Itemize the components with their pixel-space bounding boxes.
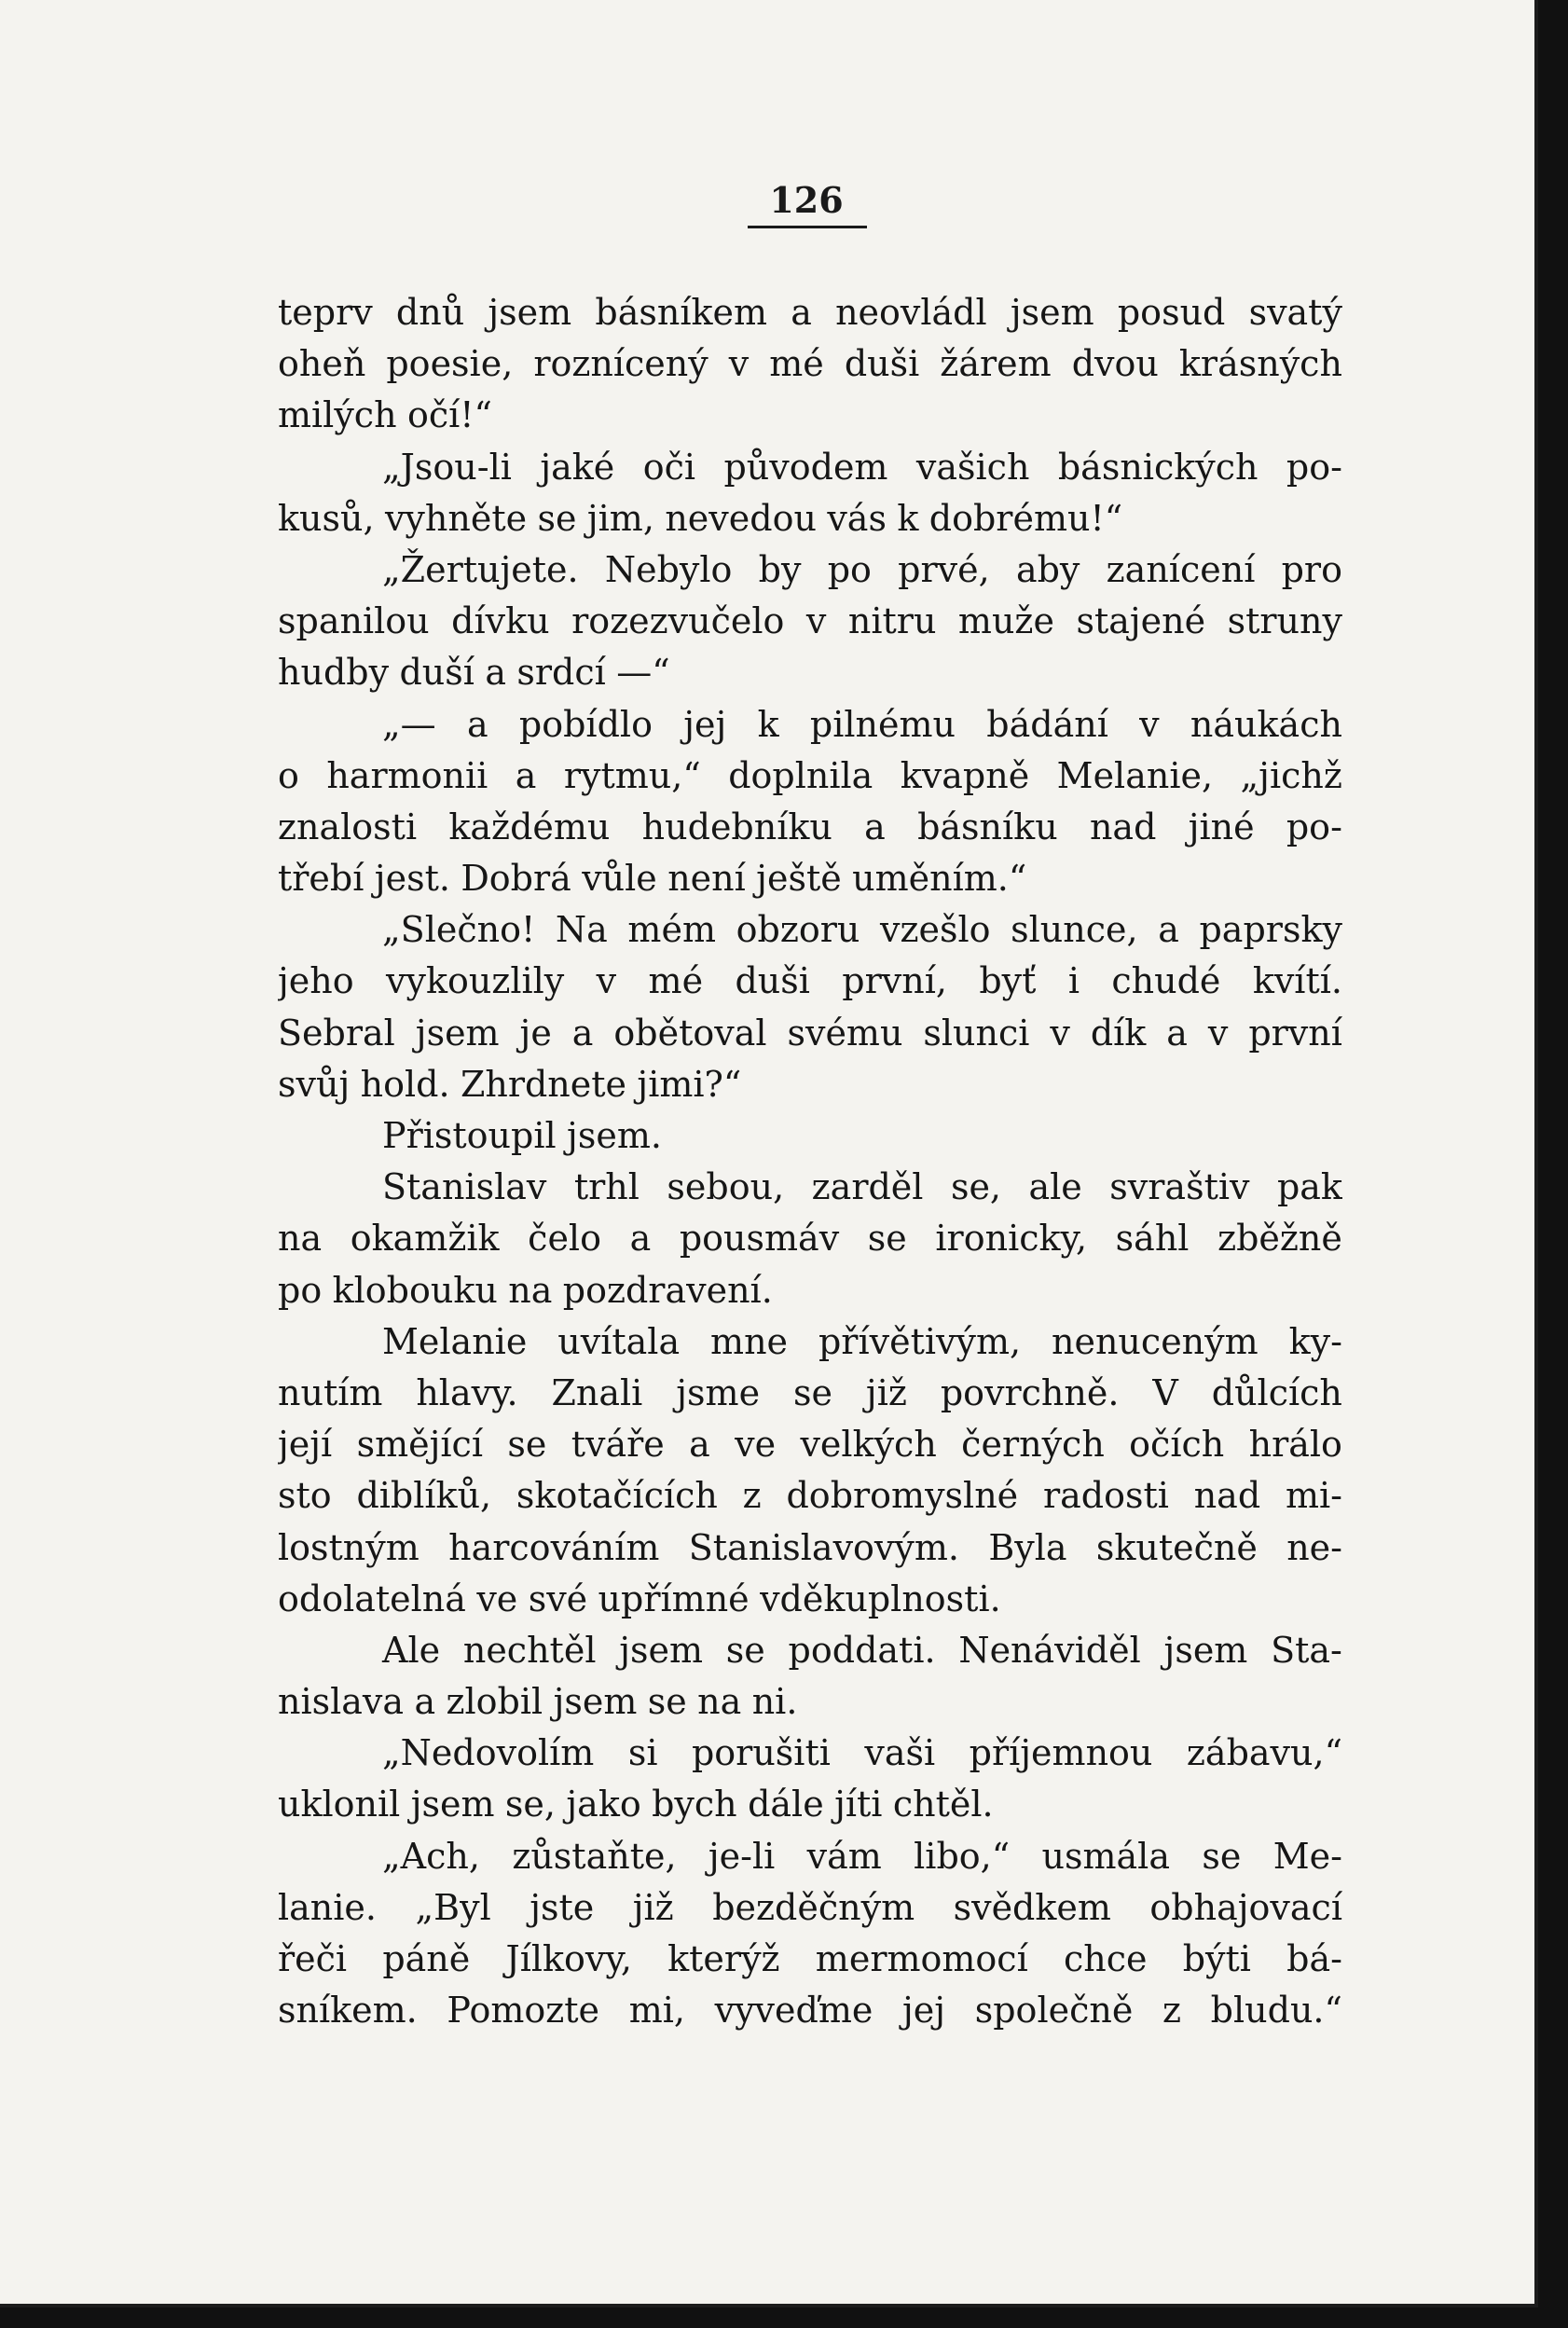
text-line: „Jsou-li jaké oči původem vašich básnických po-: [382, 446, 1342, 488]
text-line: na okamžik čelo a pousmáv se ironicky, sáhl zběžně: [278, 1218, 1342, 1260]
text-line: Stanislav trhl sebou, zarděl se, ale svraštiv pak: [382, 1166, 1342, 1208]
text-line: „Nedovolím si porušiti vaši příjemnou zábavu,“: [382, 1732, 1342, 1774]
text-line: milých očí!“: [278, 394, 492, 436]
text-line: sto diblíků, skotačících z dobromyslné radosti nad mi-: [278, 1475, 1342, 1517]
text-line: „Slečno! Na mém obzoru vzešlo slunce, a paprsky: [382, 909, 1342, 951]
page-number: 126: [769, 179, 844, 221]
text-line: jeho vykouzlily v mé duši první, byť i chudé kvítí.: [278, 960, 1342, 1002]
text-line: „Ach, zůstaňte, je-li vám libo,“ usmála se Me-: [382, 1835, 1342, 1877]
text-line: spanilou dívku rozezvučelo v nitru muže stajené struny: [278, 600, 1342, 642]
text-line: sníkem. Pomozte mi, vyveďme jej společně z bludu.“: [278, 1990, 1342, 2032]
text-line: hudby duší a srdcí —“: [278, 652, 670, 694]
text-line: o harmonii a rytmu,“ doplnila kvapně Melanie, „jichž: [278, 754, 1342, 796]
text-line: třebí jest. Dobrá vůle není ještě uměním.“: [278, 858, 1027, 900]
text-line: oheň poesie, roznícený v mé duši žárem dvou krásných: [278, 343, 1342, 385]
scan-edge-right: [1538, 0, 1568, 2328]
text-line: kusů, vyhněte se jim, nevedou vás k dobrému!“: [278, 497, 1123, 539]
text-line: odolatelná ve své upřímné vděkuplnosti.: [278, 1577, 1001, 1619]
text-line: uklonil jsem se, jako bych dále jíti chtěl.: [278, 1784, 994, 1825]
text-line: „Žertujete. Nebylo by po prvé, aby zanícení pro: [382, 548, 1342, 590]
text-line: řeči páně Jílkovy, kterýž mermomocí chce býti bá-: [278, 1938, 1342, 1979]
text-line: její smějící se tváře a ve velkých černých očích hrálo: [278, 1424, 1342, 1466]
text-line: svůj hold. Zhrdnete jimi?“: [278, 1063, 742, 1105]
text-line: „— a pobídlo jej k pilnému bádání v náukách: [382, 703, 1342, 745]
text-line: Melanie uvítala mne přívětivým, nenuceným ky-: [382, 1320, 1342, 1362]
body-text: [278, 287, 1342, 2036]
text-line: lostným harcováním Stanislavovým. Byla skutečně ne-: [278, 1526, 1342, 1568]
scan-edge-bottom: [0, 2307, 1568, 2328]
text-line: Ale nechtěl jsem se poddati. Nenáviděl jsem Sta-: [382, 1629, 1342, 1671]
text-line: po klobouku na pozdravení.: [278, 1269, 773, 1311]
text-line: lanie. „Byl jste již bezděčným svědkem obhajovací: [278, 1886, 1342, 1928]
text-line: Sebral jsem je a obětoval svému slunci v dík a v první: [278, 1012, 1342, 1054]
text-line: nislava a zlobil jsem se na ni.: [278, 1681, 798, 1723]
text-line: Přistoupil jsem.: [382, 1115, 662, 1156]
page-number-rule: [748, 226, 867, 228]
text-line: teprv dnů jsem básníkem a neovládl jsem posud svatý: [278, 292, 1342, 333]
text-line: znalosti každému hudebníku a básníku nad jiné po-: [278, 806, 1342, 847]
text-line: nutím hlavy. Znali jsme se již povrchně. V důlcích: [278, 1371, 1342, 1413]
